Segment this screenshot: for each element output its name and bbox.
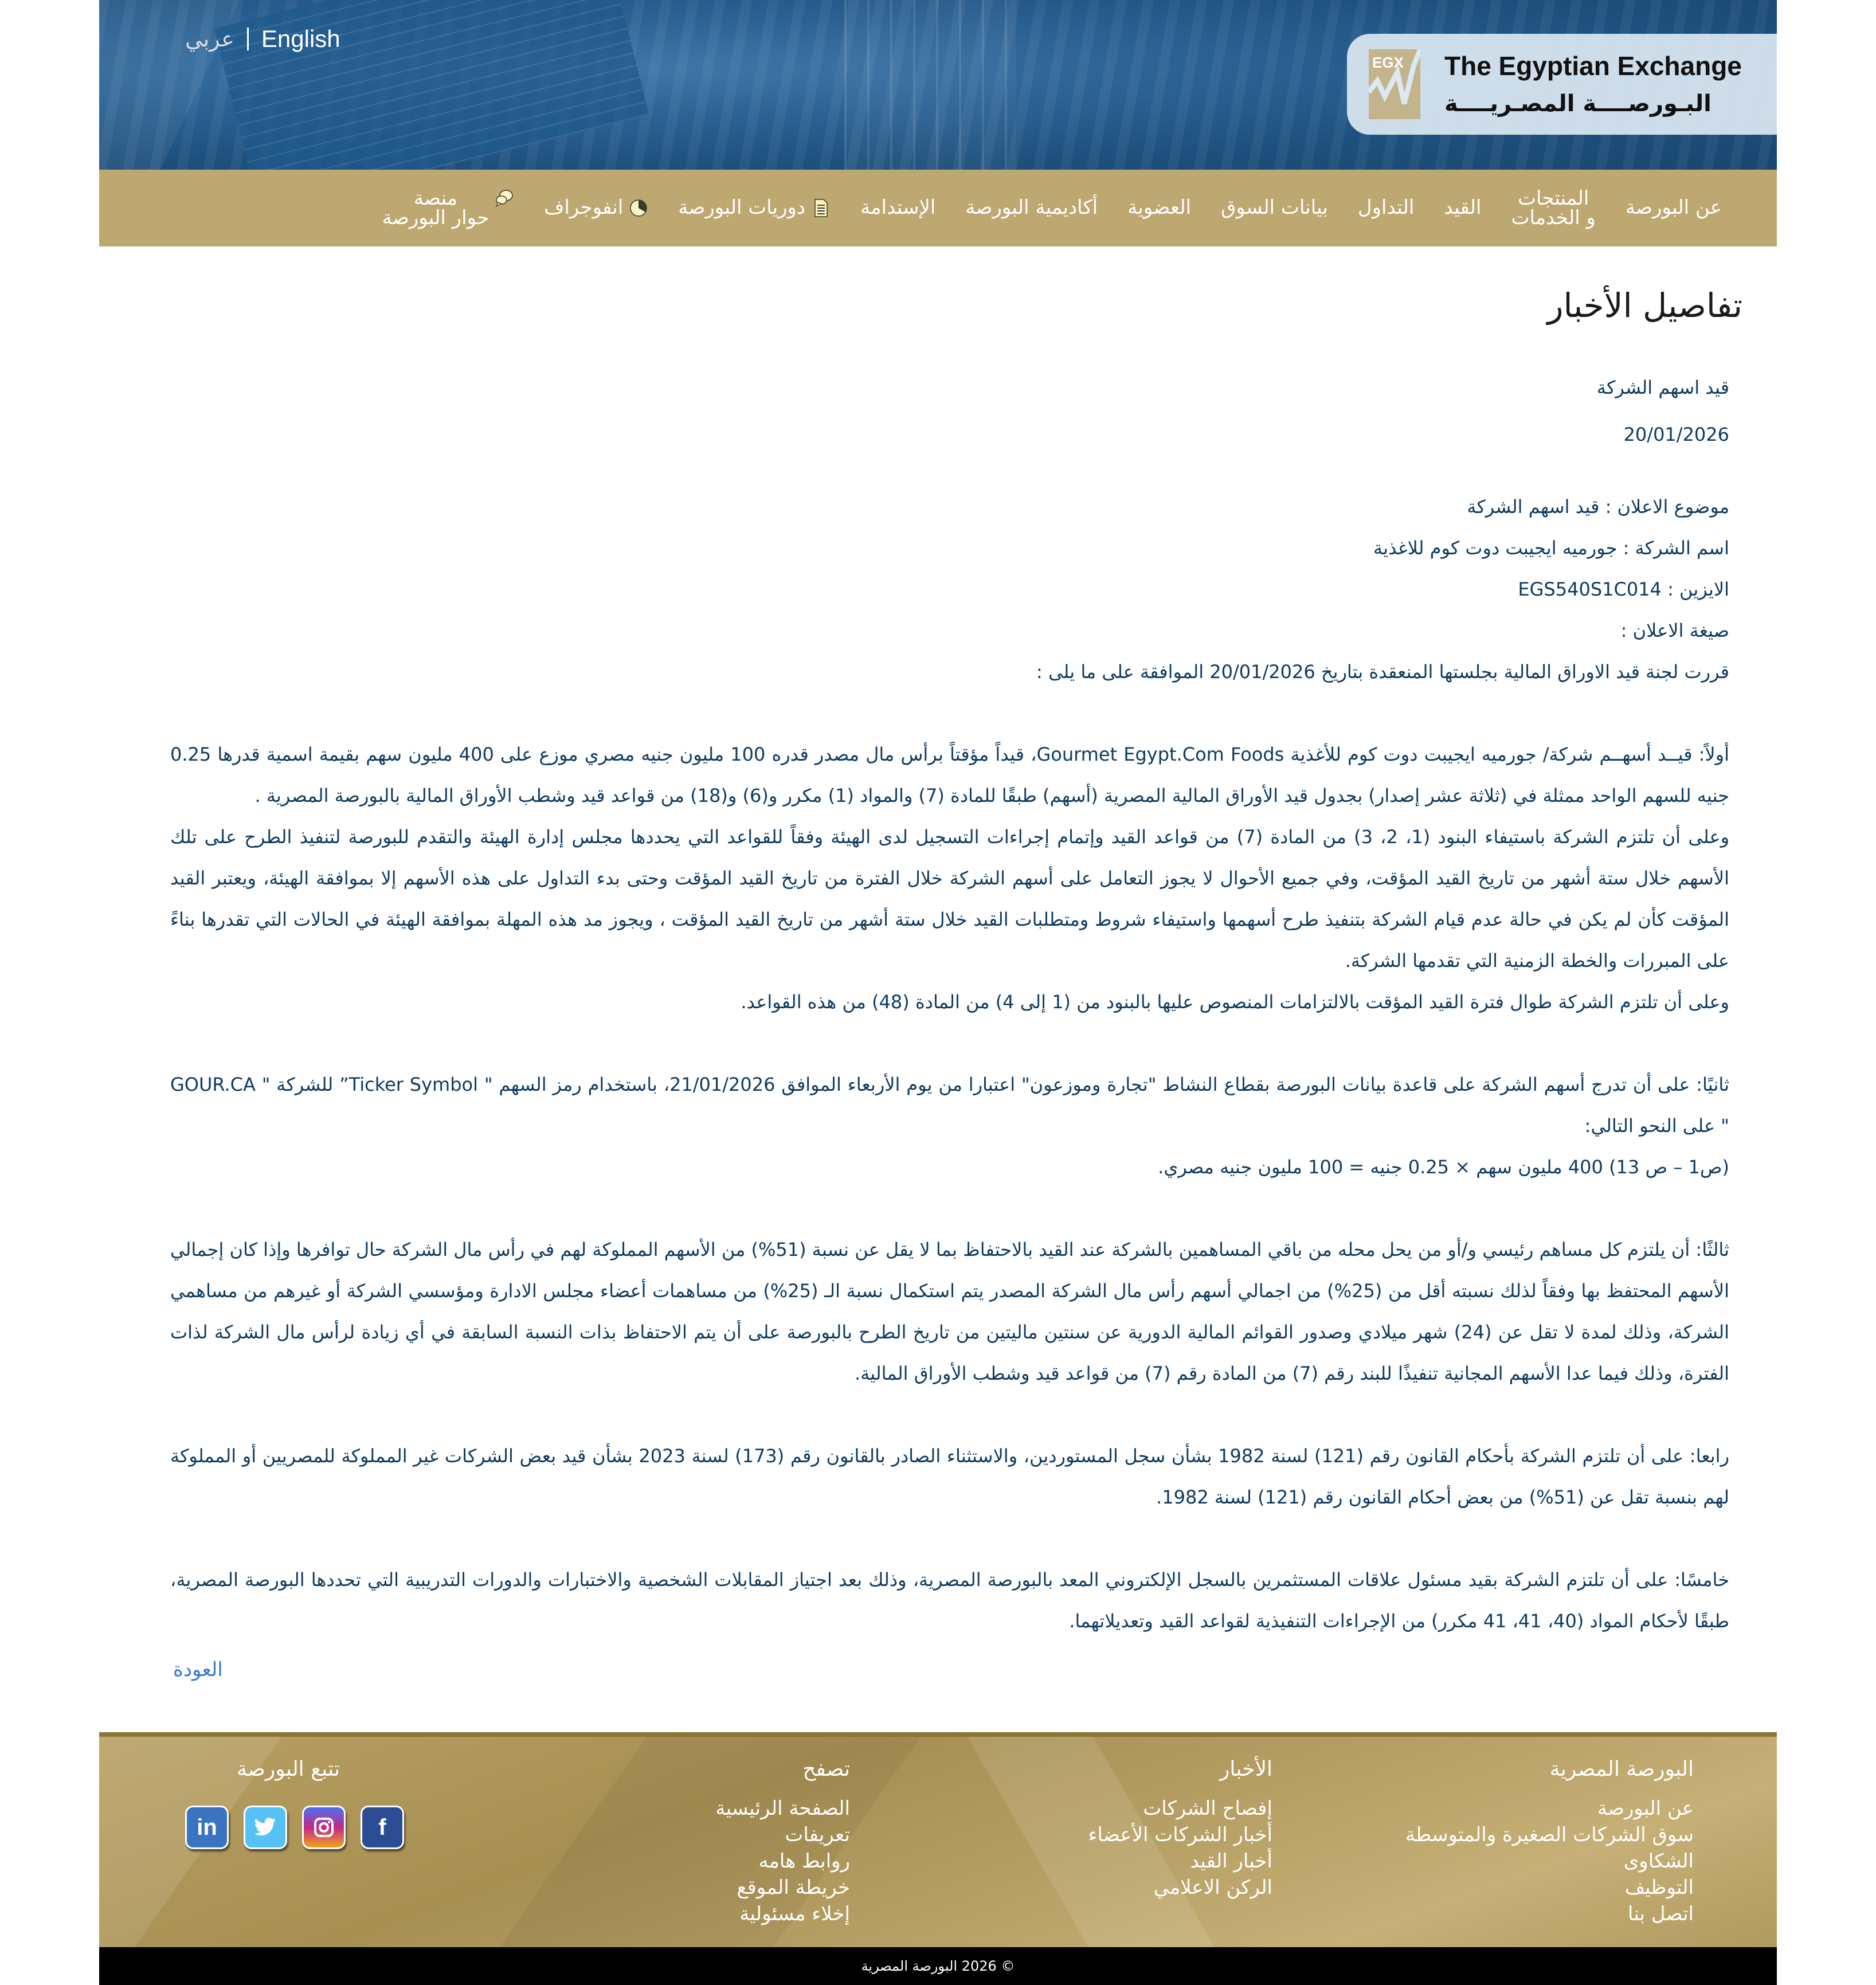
footer-heading-follow: تتبع البورصة bbox=[237, 1757, 340, 1781]
nav-item-label: العضوية bbox=[1127, 196, 1192, 220]
nav-item-trading[interactable] bbox=[1343, 197, 1429, 218]
nav-item-label: عن البورصة bbox=[1625, 196, 1722, 220]
paragraph-share-formula: (ص1 – ص 13) 400 مليون سهم × 0.25 جنيه = 100 مليون جنيه مصري. bbox=[1158, 1156, 1729, 1178]
paragraph-third: ثالثًا: أن يلتزم كل مساهم رئيسي و/أو من يحل محله من باقي المساهمين بالشركة عند القيد بالاحتفاظ بما لا يقل عن نسبة (51%) من الأسهم المملوكة لهم في رأس مال الشركة حال توافرها وإذا كان إجمالي الأسهم المحتفظ بها وفقاً لذلك نسبته أقل من (25%) من اجمالي أسهم رأس مال الشركة المصدر يتم استكمال نسبة الـ (25%) من مساهمات أعضاء مجلس الادارة ومؤسسي الشركة أو غيرهم من مساهمي الشركة، وذلك لمدة لا تقل عن (24) شهر ميلادي وصدور القوائم المالية الدورية عن سنتين ماليتين من تاريخ الطرح بالبورصة على أن يتم الاحتفاظ بذات النسبة السابقة في أي زيادة لرأس مال الشركة لذات الفترة، وذلك فيما عدا الأسهم المجانية تنفيذًا للبند رقم (7) من المادة رقم (7) من قواعد قيد وشطب الأوراق المالية. bbox=[170, 1239, 1730, 1384]
nav-item-market-data[interactable] bbox=[1206, 197, 1343, 218]
header-banner bbox=[99, 0, 1777, 170]
social-links bbox=[185, 1806, 404, 1849]
paragraph-conditions: وعلى أن تلتزم الشركة باستيفاء البنود (1، 2، 3) من المادة (7) من قواعد القيد وإتمام إجراءات التسجيل لدى الهيئة وفقاً للقواعد التي يحددها مجلس إدارة الهيئة والتقدم للبورصة لتنفيذ الطرح على تلك الأسهم خلال ستة أشهر من تاريخ القيد المؤقت، وفي جميع الأحوال لا يجوز التعامل على أسهم الشركة خلال الفترة من تاريخ القيد المؤقت وحتى بدء التداول على هذه الأسهم إلا بموافقة الهيئة، ويعتبر القيد المؤقت كأن لم يكن في حالة عدم قيام الشركة بتنفيذ طرح أسهمها واستيفاء شروط ومتطلبات القيد خلال ستة أشهر من تاريخ القيد المؤقت ، ويجوز مد هذه المهلة بموافقة الهيئة في الحالات التي تقدرها بناءً على المبررات والخطة الزمنية التي تقدمها الشركة. bbox=[170, 826, 1730, 972]
instagram-camera-glyph bbox=[312, 1816, 335, 1839]
footer-link[interactable]: خريطة الموقع bbox=[737, 1876, 850, 1899]
field-subject: موضوع الاعلان : قيد اسهم الشركة bbox=[1467, 496, 1729, 518]
egx-logo[interactable] bbox=[1347, 34, 1777, 135]
field-company-name: اسم الشركة : جورميه ايجيبت دوت كوم للاغذية bbox=[1373, 537, 1729, 559]
lang-english-link[interactable]: English bbox=[261, 25, 340, 52]
footer-link[interactable]: إخلاء مسئولية bbox=[739, 1902, 850, 1925]
news-details bbox=[170, 367, 1729, 1642]
footer-link[interactable]: روابط هامه bbox=[758, 1850, 850, 1873]
nav-item-listing[interactable] bbox=[1429, 197, 1496, 218]
nav-item-label: الإستدامة bbox=[860, 196, 936, 220]
footer-link[interactable]: إفصاح الشركات bbox=[1143, 1797, 1272, 1820]
nav-item-label: بيانات السوق bbox=[1221, 196, 1328, 220]
linkedin-icon[interactable]: in bbox=[185, 1806, 229, 1849]
back-link[interactable]: العودة bbox=[173, 1658, 223, 1681]
paragraph-fourth: رابعا: على أن تلتزم الشركة بأحكام القانون رقم (121) لسنة 1982 بشأن سجل المستوردين، والاستثناء الصادر بالقانون رقم (173) لسنة 2023 بشأن قيد بعض الشركات غير المملوكة للمصريين أو المملوكة لهم بنسبة تقل عن (51%) من بعض أحكام القانون رقم (121) لسنة 1982. bbox=[170, 1445, 1730, 1508]
footer-link[interactable]: أخبار القيد bbox=[1190, 1850, 1272, 1873]
lang-arabic-link[interactable]: عربي bbox=[185, 26, 234, 52]
footer-link[interactable]: الشكاوى bbox=[1623, 1850, 1694, 1873]
nav-item-label: التداول bbox=[1357, 196, 1415, 220]
nav-item-label: و الخدمات bbox=[1511, 206, 1596, 229]
footer-heading: البورصة المصرية bbox=[1549, 1757, 1694, 1781]
egx-logo-mark-icon bbox=[1369, 49, 1420, 119]
nav-item-academy[interactable] bbox=[950, 197, 1113, 218]
nav-item-label: القيد bbox=[1444, 196, 1482, 220]
nav-item-label: دوريات البورصة bbox=[678, 196, 806, 220]
nav-item-label: المنتجات bbox=[1518, 187, 1589, 210]
egx-logo-mark-text: EGX bbox=[1372, 54, 1404, 71]
banner-background-window bbox=[844, 0, 1016, 170]
language-switcher bbox=[185, 22, 340, 56]
nav-item-label: أكاديمية البورصة bbox=[965, 196, 1098, 220]
nav-item-label: انفوجراف bbox=[544, 196, 624, 220]
footer-link[interactable]: التوظيف bbox=[1624, 1876, 1694, 1899]
nav-item-sustainability[interactable] bbox=[845, 197, 950, 218]
field-announcement-text-label: صيغة الاعلان : bbox=[1620, 620, 1729, 641]
footer bbox=[99, 1732, 1777, 1947]
footer-col-browse bbox=[715, 1756, 850, 1927]
footer-link[interactable]: أخبار الشركات الأعضاء bbox=[1088, 1823, 1272, 1846]
paragraph-fifth: خامسًا: على أن تلتزم الشركة بقيد مسئول علاقات المستثمرين بالسجل الإلكتروني المعد بالبورصة المصرية، وذلك بعد اجتياز المقابلات الشخصية والاختبارات والدورات التدريبية التي تحددها البورصة المصرية، طبقًا لأحكام المواد (40، 41، 41 مكرر) من الإجراءات التنفيذية لقواعد القيد وتعديلاتهما. bbox=[170, 1569, 1729, 1632]
document-icon bbox=[811, 198, 831, 218]
logo-name-english: The Egyptian Exchange bbox=[1444, 51, 1742, 81]
nav-item-label: حوار البورصة bbox=[382, 206, 489, 229]
nav-item-periodicals[interactable] bbox=[663, 197, 845, 218]
copyright-text: © 2026 البورصة المصرية bbox=[861, 1958, 1015, 1974]
nav-item-membership[interactable] bbox=[1113, 197, 1206, 218]
nav-item-dialogue-platform[interactable] bbox=[367, 189, 529, 228]
field-isin: الايزين : EGS540S1C014 bbox=[1518, 578, 1729, 600]
news-date: 20/01/2026 bbox=[1623, 424, 1729, 445]
nav-item-products-services[interactable] bbox=[1496, 189, 1610, 228]
paragraph-first: أولاً: قيــد أسهــم شركة/ جورميه ايجيبت دوت كوم للأغذية Gourmet Egypt.Com Foods، قيداً مؤقتاً برأس مال مصدر قدره 100 مليون جنيه مصري موزع على 400 مليون سهم بقيمة اسمية قدرها 0.25 جنيه للسهم الواحد ممثلة في (ثلاثة عشر إصدار) بجدول قيد الأوراق المالية المصرية (أسهم) طبقًا للمادة (7) والمواد (1) مكرر و(6) و(18) من قواعد قيد وشطب الأوراق المالية بالبورصة المصرية . bbox=[170, 743, 1730, 806]
footer-link[interactable]: الركن الاعلامي bbox=[1153, 1876, 1272, 1899]
lang-divider bbox=[247, 28, 249, 50]
footer-link[interactable]: سوق الشركات الصغيرة والمتوسطة bbox=[1405, 1823, 1694, 1846]
instagram-icon[interactable] bbox=[302, 1806, 346, 1849]
news-title: قيد اسهم الشركة bbox=[1596, 377, 1729, 398]
footer-col-news bbox=[1088, 1756, 1272, 1901]
footer-link[interactable]: عن البورصة bbox=[1597, 1797, 1694, 1820]
footer-heading: تصفح bbox=[802, 1757, 850, 1781]
logo-name-arabic: البـورصــــة المصـريــــة bbox=[1444, 91, 1711, 117]
paragraph-obligations: وعلى أن تلتزم الشركة طوال فترة القيد المؤقت بالالتزامات المنصوص عليها بالبنود من (1 إلى 4) من المادة (48) من هذه القواعد. bbox=[741, 991, 1729, 1013]
copyright-bar bbox=[99, 1947, 1777, 1985]
footer-link[interactable]: تعريفات bbox=[785, 1823, 850, 1846]
footer-col-exchange bbox=[1405, 1756, 1694, 1927]
main-nav bbox=[99, 170, 1777, 246]
twitter-icon[interactable] bbox=[244, 1806, 287, 1849]
nav-item-label: منصة bbox=[413, 187, 458, 210]
twitter-bird-glyph bbox=[254, 1818, 277, 1837]
field-committee-decision: قررت لجنة قيد الاوراق المالية بجلستها المنعقدة بتاريخ 20/01/2026 الموافقة على ما يلى : bbox=[1036, 661, 1729, 683]
facebook-icon[interactable]: f bbox=[361, 1806, 404, 1849]
chat-bubbles-icon bbox=[495, 189, 514, 208]
footer-link[interactable]: الصفحة الرئيسية bbox=[715, 1797, 850, 1820]
pie-chart-icon bbox=[629, 198, 648, 218]
page-title: تفاصيل الأخبار bbox=[1547, 286, 1742, 325]
nav-item-infograph[interactable] bbox=[529, 197, 663, 218]
footer-link[interactable]: اتصل بنا bbox=[1627, 1902, 1694, 1925]
footer-heading: الأخبار bbox=[1219, 1757, 1272, 1781]
nav-item-about[interactable] bbox=[1611, 197, 1737, 218]
paragraph-second: ثانيًا: على أن تدرج أسهم الشركة على قاعدة بيانات البورصة بقطاع النشاط "تجارة وموزعون" اعتبارا من يوم الأربعاء الموافق 21/01/2026، باستخدام رمز السهم " Ticker Symbol” للشركة " GOUR.CA " على النحو التالي: bbox=[170, 1074, 1730, 1137]
